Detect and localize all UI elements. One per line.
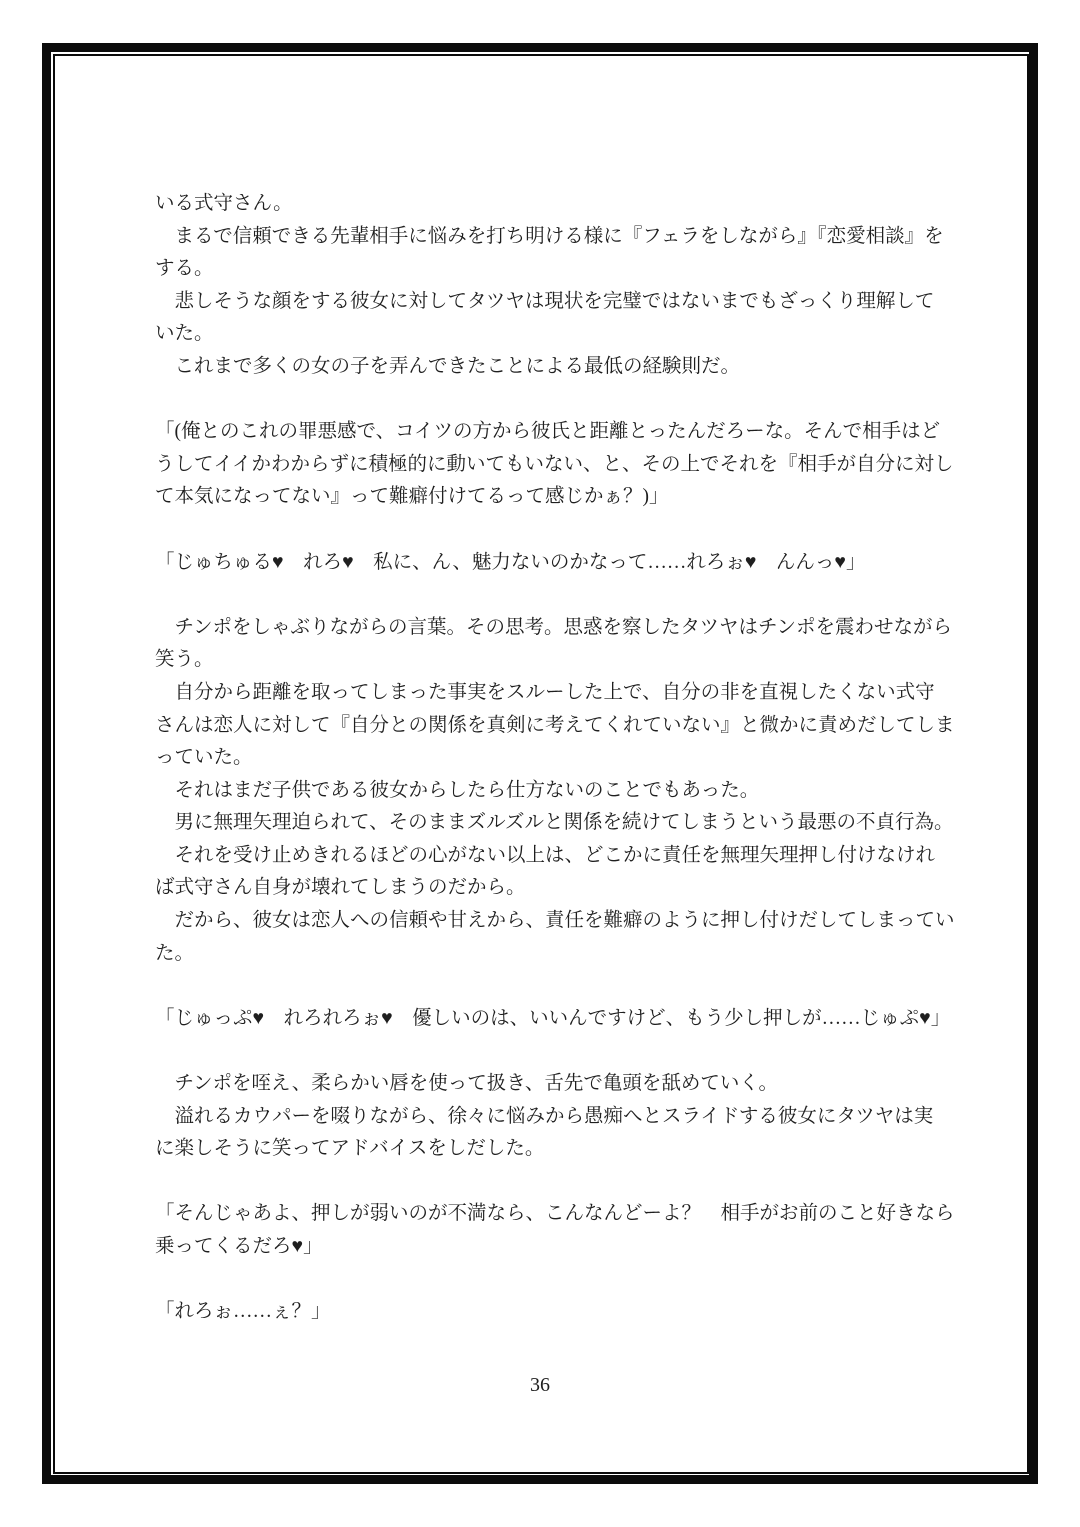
text-line: 「(俺とのこれの罪悪感で、コイツの方から彼氏と距離とったんだろーな。そんで相手はど bbox=[155, 421, 941, 443]
text-line: それを受け止めきれるほどの心がない以上は、どこかに責任を無理矢理押し付けなけれ bbox=[155, 844, 936, 866]
text-line: ば式守さん自身が壊れてしまうのだから。 bbox=[155, 877, 526, 899]
text-line: 「じゅっぷ♥ れろれろぉ♥ 優しいのは、いいんですけど、もう少し押しが……じゅぷ♥」 bbox=[155, 1007, 951, 1029]
text-line: 男に無理矢理迫られて、そのままズルズルと関係を続けてしまうという最悪の不貞行為。 bbox=[155, 812, 954, 834]
text-line: うしてイイかわからずに積極的に動いてもいない、と、その上でそれを『相手が自分に対し bbox=[155, 453, 954, 475]
text-line bbox=[155, 1035, 965, 1068]
text-line: 自分から距離を取ってしまった事実をスルーした上で、自分の非を直視したくない式守 bbox=[155, 681, 935, 703]
text-line bbox=[155, 384, 965, 417]
text-line: て本気になってない』って難癖付けてるって感じかぁ？)」 bbox=[155, 486, 669, 508]
text-line: た。 bbox=[155, 942, 195, 964]
text-line: 「れろぉ……ぇ？」 bbox=[155, 1301, 331, 1323]
text-line bbox=[155, 970, 965, 1003]
text-line: 溢れるカウパーを啜りながら、徐々に悩みから愚痴へとスライドする彼女にタツヤは実 bbox=[155, 1105, 934, 1127]
text-line: さんは恋人に対して『自分との関係を真剣に考えてくれていない』と微かに責めだしてしま bbox=[155, 714, 955, 736]
text-line: チンポをしゃぶりながらの言葉。その思考。思惑を察したタツヤはチンポを震わせながら bbox=[155, 616, 952, 638]
text-line: いる式守さん。 bbox=[155, 193, 293, 214]
text-line: それはまだ子供である彼女からしたら仕方ないのことでもあった。 bbox=[155, 779, 760, 801]
text-line bbox=[155, 1166, 965, 1199]
text-line bbox=[155, 1264, 965, 1297]
text-line bbox=[155, 579, 965, 612]
text-line: する。 bbox=[155, 258, 214, 280]
body-text bbox=[155, 188, 965, 1329]
text-line: 悲しそうな顔をする彼女に対してタツヤは現状を完璧ではないまでもざっくり理解して bbox=[155, 290, 935, 312]
page-number: 36 bbox=[530, 1374, 550, 1396]
text-line bbox=[155, 514, 965, 547]
text-line: だから、彼女は恋人への信頼や甘えから、責任を難癖のように押し付けだしてしまってい bbox=[155, 910, 955, 932]
text-line: チンポを咥え、柔らかい唇を使って扱き、舌先で亀頭を舐めていく。 bbox=[155, 1073, 779, 1095]
text-line: っていた。 bbox=[155, 747, 253, 769]
text-line: まるで信頼できる先輩相手に悩みを打ち明ける様に『フェラをしながら』『恋愛相談』を bbox=[155, 225, 944, 247]
text-line: に楽しそうに笑ってアドバイスをしだした。 bbox=[155, 1138, 545, 1160]
text-line: これまで多くの女の子を弄んできたことによる最低の経験則だ。 bbox=[155, 355, 741, 377]
text-line: 「じゅちゅる♥ れろ♥ 私に、ん、魅力ないのかなって……れろぉ♥ んんっ♥」 bbox=[155, 551, 866, 573]
text-line: 笑う。 bbox=[155, 649, 214, 671]
text-line: いた。 bbox=[155, 323, 214, 345]
text-line: 「そんじゃあよ、押しが弱いのが不満なら、こんなんどーよ？ 相手がお前のこと好きなら bbox=[155, 1203, 955, 1225]
text-line: 乗ってくるだろ♥」 bbox=[155, 1236, 323, 1257]
